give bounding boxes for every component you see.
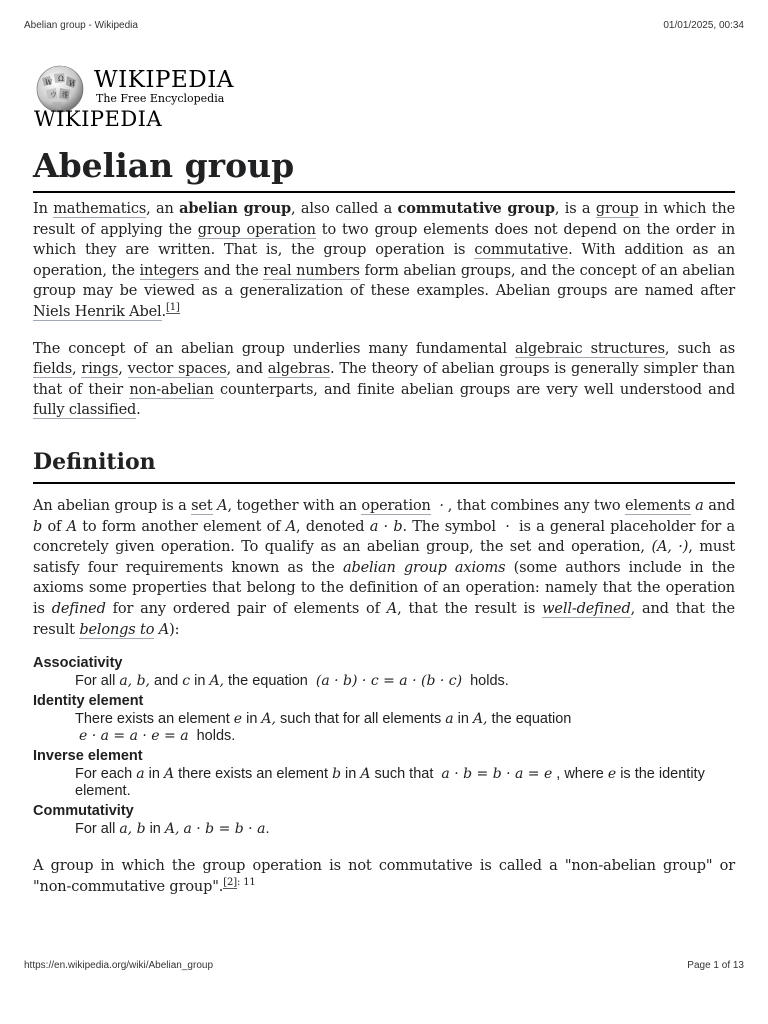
- axiom-term: Inverse element: [33, 748, 143, 765]
- intro-paragraph: In mathematics, an abelian group, also called a commutative group, is a group in which the result of applying the group operation to two group elements does not depend on the order in which they are written. That is, the group operation is commutative. With addition as an operation, the integers and the real numbers form abelian groups, and the concept of an abelian group may be viewed as a generalization of these examples. Abelian groups are named after Niels Henrik Abel.[1]: [33, 200, 736, 320]
- link-vector-spaces[interactable]: vector spaces: [127, 361, 227, 378]
- link-non-abelian[interactable]: non-abelian: [129, 381, 214, 398]
- svg-text:ウ: ウ: [50, 91, 57, 99]
- print-header-datetime: 01/01/2025, 00:34: [663, 20, 744, 31]
- page-title: Abelian group: [33, 144, 735, 193]
- link-mathematics[interactable]: mathematics: [53, 201, 147, 217]
- link-real-numbers[interactable]: real numbers: [263, 262, 360, 279]
- svg-text:Ω: Ω: [58, 75, 64, 83]
- print-header: [24, 20, 744, 34]
- link-set[interactable]: set: [191, 497, 213, 514]
- axiom-description: There exists an element e in A, such that for all elements a in A, the equation e · a = a · e = a holds.: [75, 711, 572, 745]
- axiom-term: Commutativity: [33, 803, 134, 820]
- link-commutative[interactable]: commutative: [474, 242, 569, 259]
- reference-2[interactable]: [2]: [223, 876, 237, 888]
- link-integers[interactable]: integers: [139, 262, 199, 279]
- definition-paragraph: An abelian group is a set A, together with an operation · , that combines any two elements a and b of A to form another element of A, denoted a · b. The symbol · is a general placeholder for a concretely given operation. To qualify as an abelian group, the set and operation, (A, ·), must satisfy four requirements known as the abelian group axioms (some authors include in the axioms some properties that belong to the definition of an operation: namely that the operation is defined for any ordered pair of elements of A, that the result is well-defined, and that the result belongs to A):: [33, 497, 736, 638]
- non-abelian-paragraph: A group in which the group operation is not commutative is called a "non-abelian group" or "non-commutative group".$^{[2]: 11}$: [33, 858, 735, 895]
- print-footer-page: Page 1 of 13: [687, 960, 744, 971]
- axiom-term: Identity element: [33, 693, 144, 710]
- axiom-description: For each a in A there exists an element b in A such that a · b = b · a = e , where e is the identity element.: [75, 766, 705, 800]
- article-content: [33, 140, 735, 897]
- reference-1[interactable]: [1]: [166, 302, 180, 314]
- link-group[interactable]: group: [595, 201, 639, 217]
- link-well-defined[interactable]: well-defined: [542, 600, 631, 617]
- link-group-operation[interactable]: group operation: [197, 221, 316, 238]
- print-footer-url: https://en.wikipedia.org/wiki/Abelian_group: [24, 960, 213, 971]
- link-fields[interactable]: fields: [33, 361, 73, 378]
- site-wordmark[interactable]: WIKIPEDIA: [34, 107, 163, 131]
- link-elements[interactable]: elements: [625, 497, 691, 514]
- link-rings[interactable]: rings: [81, 361, 119, 378]
- axiom-term: Associativity: [33, 655, 123, 672]
- axiom-description: For all a, b, and c in A, the equation (a · b) · c = a · (b · c) holds.: [75, 673, 509, 690]
- logo-wordmark: WIKIPEDIA: [94, 67, 234, 93]
- concept-paragraph: The concept of an abelian group underlies many fundamental algebraic structures, such as fields, rings, vector spaces, and algebras. The theory of abelian groups is generally simpler than that of their non-abelian counterparts, and finite abelian groups are very well understood and fully classified.: [33, 340, 735, 419]
- svg-text:W: W: [45, 79, 53, 87]
- svg-text:И: И: [69, 80, 76, 88]
- print-header-title: Abelian group - Wikipedia: [24, 20, 138, 31]
- axiom-description: For all a, b in A, a · b = b · a.: [75, 821, 270, 838]
- print-footer: [24, 960, 744, 974]
- link-operation[interactable]: operation: [361, 497, 431, 514]
- axioms-list: [33, 654, 735, 838]
- link-belongs-to[interactable]: belongs to: [79, 621, 155, 638]
- logo-tagline: The Free Encyclopedia: [96, 92, 225, 105]
- section-heading-definition: Definition: [33, 447, 735, 484]
- link-fully-classified[interactable]: fully classified: [33, 402, 137, 419]
- link-niels-henrik-abel[interactable]: Niels Henrik Abel: [33, 303, 162, 320]
- svg-text:维: 维: [62, 91, 69, 99]
- link-algebraic-structures[interactable]: algebraic structures: [515, 340, 665, 357]
- link-algebras[interactable]: algebras: [267, 361, 330, 378]
